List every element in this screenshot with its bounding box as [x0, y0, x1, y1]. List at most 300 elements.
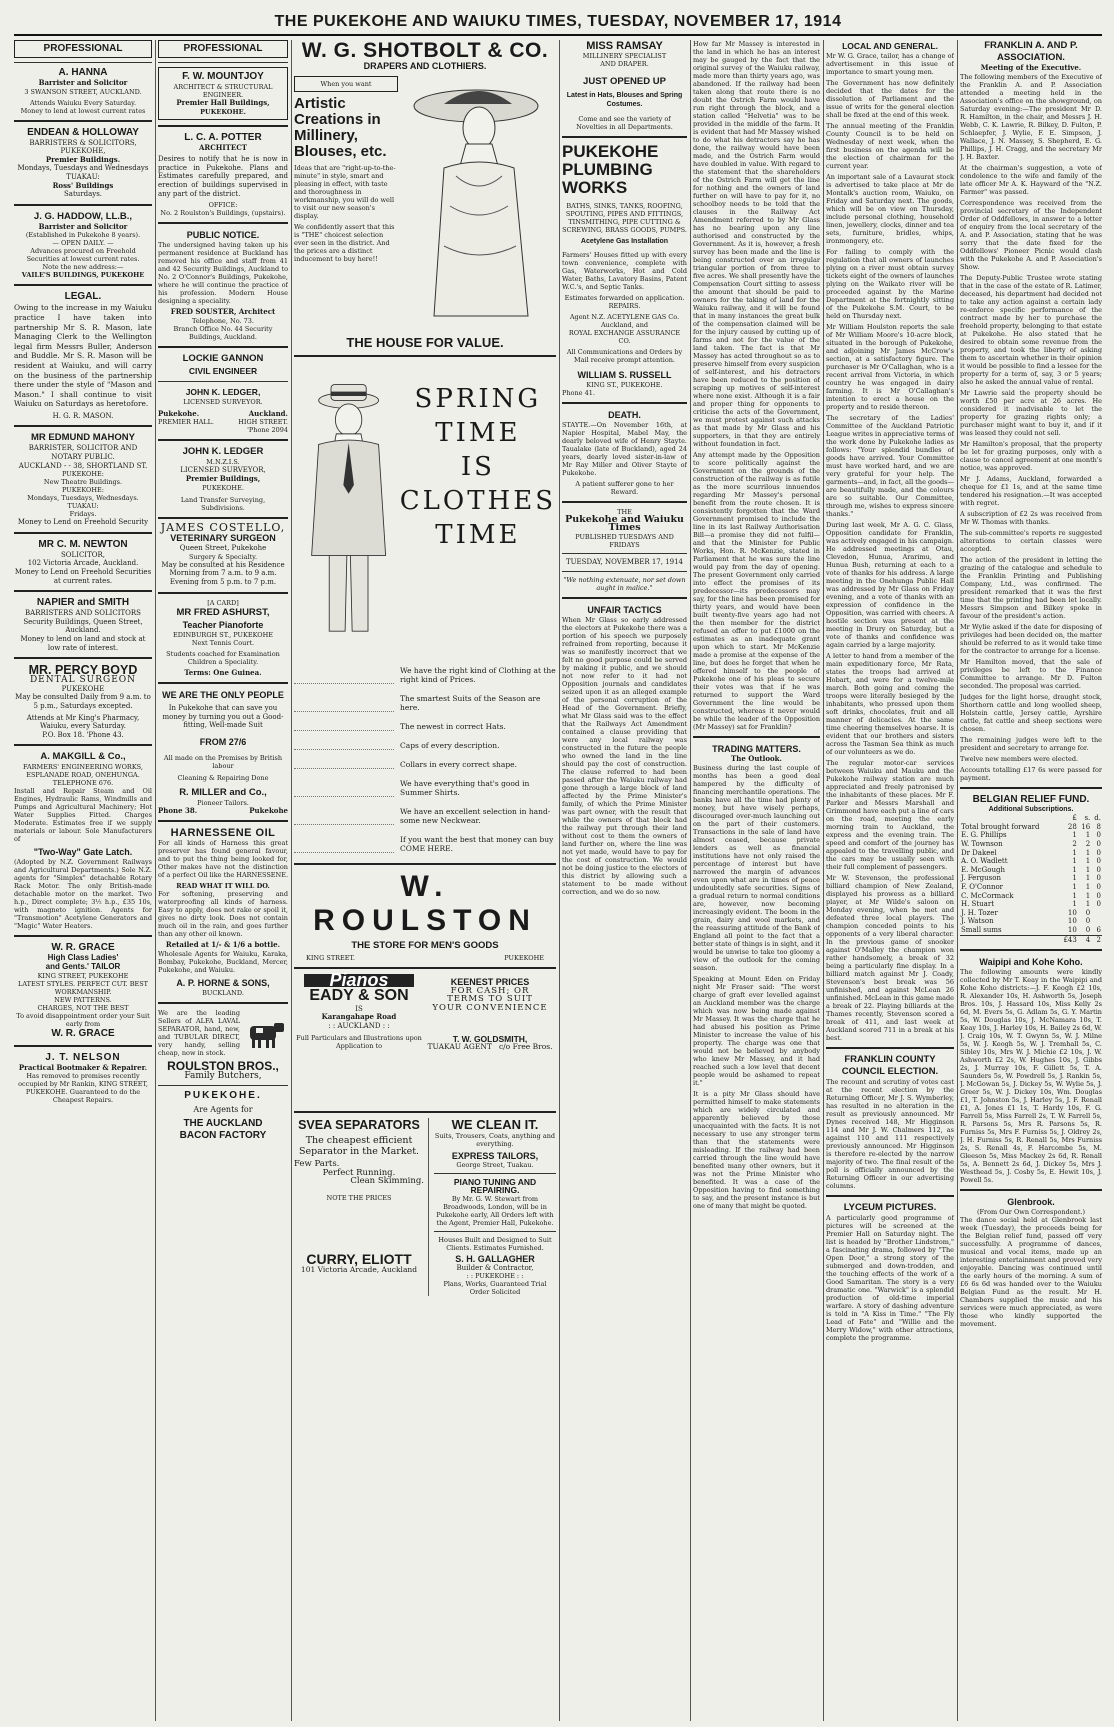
- belgian-cell: 1: [1072, 848, 1077, 857]
- shotbolt-ideas: Ideas that are "right-up-to-the-minute" in style, smart and pleasing in effect, with taste and thoroughness in workmanship, you will do well to visit our new season's display.: [294, 163, 396, 220]
- mahony-theatre: New Theatre Buildings.: [43, 478, 123, 487]
- belgian-cell: 10: [1067, 908, 1077, 917]
- spring-line3: IS: [460, 451, 495, 482]
- belgian-cell: 1: [1072, 831, 1077, 840]
- roulston-bros-the: THE AUCKLAND: [183, 1118, 263, 1130]
- svea-arcade: 101 Victoria Arcade, Auckland: [300, 1264, 418, 1274]
- clothes-item: [294, 694, 556, 712]
- franklin-p8: A subscription of £2 2s was received from Mr W. Thomas with thanks.: [960, 509, 1102, 526]
- belgian-total-cell: 2: [1091, 935, 1102, 944]
- local-p11: Mr W. Stevenson, the professional billiard champion of New Zealand, displayed his prowess as a billiard player, at Mr Wilde's saloon on Monday evening, when he met and defeated three local players. The champion conceded points to his opponents of a very liberal character. In the previous game of snooker against O'Malley the champion won rather handsomely, a break of 32 being a particularly fine display. In a billiard match against Mr J. Coady, Stevenson's best break was 56 unfinished, and against McLean 26 unfinished. McLean in this game made a break of 22. Playing billiards at the Thames recently, Stevenson scored a break of 411, and last week at Auckland scored 711 in a break at his best.: [826, 874, 954, 1042]
- haddow-estab: (Established in Pukekohe 8 years).: [25, 231, 141, 240]
- franklin-p9: The sub-committee's reports re suggested alterations to certain classes were accepted.: [960, 528, 1102, 553]
- fcc-heading: FRANKLIN COUNTY COUNCIL ELECTION.: [841, 1054, 939, 1077]
- belgian-row: [960, 926, 1102, 935]
- belgian-cell: 1: [1072, 882, 1077, 891]
- pianos-agent: T. W. GOLDSMITH,: [452, 1033, 528, 1044]
- belgian-cell: 1: [1085, 900, 1091, 909]
- endean-ross: Ross' Buildings: [52, 180, 114, 190]
- lyceum-heading: LYCEUM PICTURES.: [843, 1202, 937, 1213]
- roulston-name: W. ROULSTON: [313, 869, 537, 937]
- fcc-body: The recount and scrutiny of votes cast at the recent election by the Returning Officer, Mr J. S. Wymberley, has resulted in no alteration in the result as previously announced. Mr Dynes received 148, Mr Higginson 114 and Mr J. W. Chalmers 112, as against 110 and 111 respectively previously announced. Mr Higginson is therefore re-elected by the narrow majority of two. The final result of the poll is officially announced by the Returning Officer in our advertising columns.: [826, 1078, 954, 1190]
- ledger-offices: [158, 410, 288, 419]
- endean-tuakau: TUAKAU:: [66, 172, 100, 181]
- pianos-terms: TERMS TO SUIT: [447, 994, 533, 1005]
- only-town: Pukekohe: [249, 805, 288, 815]
- belgian-cell: 10: [1067, 925, 1077, 934]
- clothes-item: [294, 835, 556, 853]
- roulston-store: THE STORE FOR MEN'S GOODS: [351, 939, 499, 951]
- roulston-bros-bacon: BACON FACTORY: [179, 1130, 267, 1142]
- legal-heading: LEGAL.: [64, 291, 102, 303]
- svea-running: Perfect Running.: [322, 1167, 396, 1178]
- spring-line1: SPRING: [414, 383, 542, 414]
- pianos-cat: Full Particulars and Illustrations upon Application to: [296, 1033, 422, 1050]
- svea-skim: Clean Skimming.: [350, 1176, 424, 1187]
- mahony-money: Money to Lend on Freehold Security: [17, 518, 149, 527]
- boyd-town: PUKEKOHE: [61, 684, 105, 693]
- only-price: FROM 27/6: [199, 736, 247, 747]
- pianos-keenest: KEENEST PRICES: [450, 977, 530, 988]
- shotbolt-artistic: Artistic Creations in Millinery, Blouses, etc.: [294, 94, 387, 160]
- local-p9: A letter to hand from a member of the main expeditionary force, Mr Rata, states the troops had arrived at Hobart, and were for a twelve-mile march. Both going and coming the troops were literally besieged by the inhabitants, who pressed upon them soft drinks, chocolates, fruit and all manner of delicacies. At the same time cheering themselves hoarse. It is evident that our brothers and sisters across the Tasman Sea think as much of our volunteers as we do.: [826, 652, 954, 756]
- boyd-po: P.O. Box 18. 'Phone 43.: [42, 730, 124, 739]
- haddow-title: Barrister and Solicitor: [38, 221, 128, 231]
- costello-title: VETERINARY SURGEON: [170, 533, 276, 544]
- costello-addr: Queen Street, Pukekohe: [179, 544, 267, 553]
- ledger-pk: Pukekohe.: [158, 408, 200, 418]
- belgian-cell: 1: [1085, 882, 1091, 891]
- ledger-bldg: Premier Buildings,: [185, 473, 261, 483]
- plumbing-royal: ROYAL EXCHANGE ASSURANCE CO.: [568, 328, 681, 345]
- clothes-item-text: We have an excellent selection in hand-some new Neckwear.: [400, 806, 551, 825]
- potter-addr: No. 2 Roulston's Buildings, (upstairs).: [160, 209, 286, 218]
- belgian-cell: J. H. Tozer: [961, 908, 998, 917]
- pianos-cash: FOR CASH; OR: [450, 985, 530, 996]
- belgian-cell: E. McGough: [961, 865, 1005, 874]
- paper-the: THE: [617, 507, 632, 516]
- pianos-city: : : AUCKLAND : :: [328, 1021, 390, 1030]
- boyd-attends: Attends at Mr King's Pharmacy, Waiuku, every Saturday.: [26, 713, 140, 731]
- grace-avoid: To avoid disappointment order your Suit early from: [16, 1011, 150, 1028]
- belgian-sub: Additional Subscriptions.: [988, 805, 1074, 813]
- franklin-heading: FRANKLIN A. AND P. ASSOCIATION.: [984, 40, 1078, 63]
- makgill-line2: ESPLANADE ROAD, ONEHUNGA.: [26, 771, 140, 780]
- mahony-auckland: AUCKLAND - - 38, SHORTLAND ST.: [18, 461, 148, 470]
- clothes-item: [294, 741, 556, 750]
- boyd-name: MR. PERCY BOYD: [28, 663, 138, 678]
- belgian-row: [960, 840, 1102, 849]
- ramsay-come: Come and see the variety of Novelties in all Departments.: [576, 115, 673, 132]
- plumbing-agent: Agent N.Z. ACETYLENE GAS Co. Auckland, and: [569, 312, 680, 329]
- gannon-name: LOCKIE GANNON: [182, 352, 264, 364]
- haddow-open: — OPEN DAILY. —: [52, 239, 114, 248]
- belgian-row: [960, 909, 1102, 918]
- local-p1: Mr W. G. Grace, tailor, has a change of advertisement in this issue of importance to smart young men.: [826, 52, 954, 76]
- pianos-conv: YOUR CONVENIENCE: [432, 1002, 548, 1013]
- unfair-heading: UNFAIR TACTICS: [587, 604, 662, 615]
- column-editorial: [693, 40, 820, 1721]
- newton-money: Money to Lend on Freehold Securities at current rates.: [14, 568, 152, 585]
- clothes-item-text: The newest in correct Hats.: [400, 721, 506, 731]
- belgian-row: [960, 883, 1102, 892]
- notice-heading: PUBLIC NOTICE.: [186, 230, 260, 241]
- only-phone-row: [158, 807, 288, 816]
- page-masthead: THE PUKEKOHE AND WAIUKU TIMES, TUESDAY, NOVEMBER 17, 1914: [14, 10, 1102, 36]
- franklin-p2: At the chairman's suggestion, a vote of condolence to the wife and family of the late officer Mr A. K. Hayward of the "N.Z. Farmer" was passed.: [960, 163, 1102, 196]
- pianos-heading: Pianos: [304, 974, 414, 987]
- belgian-cell: [1091, 917, 1102, 926]
- belgian-cell: 1: [1072, 891, 1077, 900]
- ledger-quals: M.N.Z.I.S.: [206, 458, 240, 467]
- belgian-cell: 1: [1072, 857, 1077, 866]
- plumbing-comms: All Communications and Orders by Mail receive prompt attention.: [566, 347, 683, 364]
- belgian-cell: Small sums: [961, 925, 1002, 934]
- mahony-days: Mondays, Tuesdays, Wednesdays.: [27, 494, 139, 503]
- ashurst-addr: EDINBURGH ST., PUKEKOHE: [172, 630, 274, 639]
- ledger-name: JOHN K. LEDGER: [182, 446, 264, 458]
- belgian-cell: 0: [1096, 882, 1101, 891]
- franklin-p7: Mr J. Adams, Auckland, forwarded a cheque for £1 1s, and at the same time tendered his resignation.—It was accepted with regret.: [960, 474, 1102, 507]
- franklin-body: The following members of the Executive of the Franklin A. and P. Association attended a meeting held in the Association's office on the showground, on Saturday evening:—The president Mr D. R. Hamilton, in the chair, and Messrs J. H. Webb, C. K. Lawrie, R. Bilkey, D. Fulton, P. Schlaepfer, J. Wylie, F. E. Simpson, J. Wallace, J. N. Massey, S. Shepherd, E. G. Phillips, J. H. Cragg, and the secretary Mr J. H. Baxter.: [960, 72, 1102, 161]
- pianos-co: c/o Free Bros.: [498, 1042, 553, 1052]
- ramsay-latest: Latest in Hats, Blouses and Spring Costumes.: [566, 92, 683, 108]
- ledger-title: LICENSED SURVEYOR,: [180, 466, 266, 475]
- waipipi-body: The following amounts were kindly collected by Mr T. Keay in the Waipipi and Kohe Koho districts:—J. F. Keogh £2 10s, R. Alexander 10s, H. Ashworth 5s, Joseph Bros. 10s, J. Hassard 10s, Miss Kelly 2s 6d, M. Evers 5s, G. Adlam 5s, G. Y. Martin 5s, W. Douglas 10s, J. McNamara 10s, T. Keay 10s, J. Harley 10s, H. Bailey 2s 6d, W. J. Craig 10s, W. T. Gwynn 5s, W. J. Milne 5s, W. J. Keogh 5s, W. J. Tremhall 5s, C. Sibley 10s, Mrs W. J. Michie £2 10s, J. W. Ashworth £2 2s, W. Hughes 10s, J. Gibbs 2s, J. Murray 10s, F. Gillett 5s, T. A. Saunders 5s, W. Powdrell 5s, J. Rankin 5s, J. McGowan 5s, J. Dickey 5s, W. Wylie 5s, J. Greer 5s, W. J. Dickey 10s, Wm. Douglas £1, T. Johnston 5s, J. Harley 5s, J. F. Renall £1, A. Jones £1 1s, T. Hardy 10s, F. G. Farrell 5s, Miss Farrell 2s, T. W. Farrell 5s, R. Parsons 5s, Mrs R. Parsons 5s, R. Furniss 5s, Mrs F. Furniss 5s, J. Oldrey 2s, J. H. Furniss 5s, R. Renall 5s, Mrs Furniss 2s, S. Renall 4s, F. Harcombe 5s, M. Gleeson 5s, Miss Mackey 2s 6d, R. Renall 5s, A. Bennett 2s 6d, J. Dickey 5s, Mrs J. Westhead 5s, J. Cosby 5s, E. Hewit 10s, J. Powell 5s.: [960, 968, 1102, 1185]
- roulston-bros-town: PUKEKOHE.: [184, 1089, 262, 1101]
- mahony-tuakau: TUAKAU:: [67, 502, 99, 511]
- makgill-body: Install and Repair Steam and Oil Engines, Hydraulic Rams, Windmills and Pumps and Agricultural Machinery; Hot Water Supplies Fitted. Charges Moderate. Estimates free if we supply materials or labour. Sole Manufacturers of: [14, 787, 152, 844]
- harness-body: For all kinds of Harness this great preserver has found general favour, and to put the thing being looked for, Other makes have not the distinction of a perfect Oil like the HARNESSENE.: [158, 839, 288, 880]
- clothes-item-text: Caps of every description.: [400, 740, 500, 750]
- franklin-p12: Mr Hamilton moved, that the sale of privileges be left to the Finance Committee to arrange. Mr D. Fulton seconded. The proposal was carried.: [960, 657, 1102, 690]
- costello-name: JAMES COSTELLO,: [160, 520, 286, 534]
- potter-body: Desires to notify that he is now in practice in Pukekohe. Plans and Estimates carefully prepared, and erection of buildings supervised in any part of the district.: [158, 155, 288, 198]
- clean-piano: PIANO TUNING AND REPAIRING.: [453, 1176, 537, 1196]
- ledger-auck: Auckland.: [248, 408, 288, 418]
- belgian-cell: A. O. Wadlett: [961, 857, 1008, 866]
- svea-heading: SVEA SEPARATORS: [298, 1118, 420, 1133]
- harness-price: Retailed at 1/- & 1/6 a bottle.: [165, 940, 281, 950]
- franklin-p4: The Deputy-Public Trustee wrote stating that in the case of the estate of R. Latimer, deceased, his department had decided not to take any action against a certain lady re-enforce specific performance of the contract made by her to purchase the freehold property, belonging to that estate at Pukekohe. He also stated that he desired to obtain some revenue from the property, and took the liberty of asking them to ascertain whether in their opinion it would be possible to find a lessee for the property for a term of, say, 3 or 5 years; also he asked the annual value of rental.: [960, 273, 1102, 386]
- column-association: [960, 40, 1102, 1721]
- hanna-line2: Money to lend at lowest current rates: [20, 106, 146, 115]
- grace-signature: W. R. GRACE: [51, 1027, 115, 1039]
- cow-icon: [244, 1018, 288, 1052]
- mountjoy-town: PUKEKOHE.: [200, 107, 246, 116]
- plumbing-repairs: REPAIRS.: [608, 301, 641, 310]
- column-local-general: [826, 40, 954, 1721]
- belgian-cell: 0: [1085, 917, 1091, 926]
- pianos-maker: EADY & SON: [309, 986, 409, 1004]
- plumbing-acetylene: Acetylene Gas Installation: [580, 238, 669, 246]
- mahony-title: BARRISTER, SOLICITOR AND NOTARY PUBLIC.: [28, 444, 138, 462]
- only-heading: WE ARE THE ONLY PEOPLE: [162, 690, 284, 701]
- clothes-item-text: The smartest Suits of the Season are here.: [400, 693, 541, 712]
- belgian-cell: H. Stuart: [961, 900, 995, 909]
- belgian-cell: 6: [1096, 925, 1101, 934]
- belgian-cell: F. O'Connor: [961, 882, 1004, 891]
- shotbolt-confident: We confidently assert that this is "THE" choicest selection ever seen in the district. And the prices are a distinct inducement to buy here!!: [294, 222, 395, 263]
- section-heading: PROFESSIONAL: [14, 40, 152, 58]
- belgian-cell: 1: [1072, 874, 1077, 883]
- makgill-agents: (Adopted by N.Z. Government Railways and Agricultural Departments.) Sole N.Z. agents for "Simplex" detachable Rotary Rack Motor. The only British-made detachable motor on the market. Two h.p., Direct complete; 3½ h.p., £35 10s, with magneto ignition. Agents for "Transmotion" Acetylene Generators and "Magic" Water Heaters.: [14, 858, 152, 931]
- belgian-cell: 0: [1085, 925, 1091, 934]
- spring-line4: CLOTHES: [399, 485, 556, 516]
- svea-prices: NOTE THE PRICES: [326, 1193, 392, 1202]
- hanna-address: 3 SWANSON STREET, AUCKLAND.: [24, 87, 142, 96]
- endean-town: PUKEKOHE,: [60, 147, 106, 156]
- belgian-cell: J. Watson: [961, 917, 994, 926]
- ledger-transfer: Land Transfer Surveying, Subdivisions.: [180, 495, 266, 512]
- clean-body: Suits, Trousers, Coats, anything and everything.: [434, 1132, 556, 1149]
- belgian-cell: 1: [1085, 831, 1091, 840]
- editorial-body: How far Mr Massey is interested in the land in which he has an interest may be gauged by the fact that the original survey of the Waiuku railway, made more than thirty years ago, was abandoned. If the railway had been taken along that route there is no doubt the Ostrich Farm would have run right through the block, and a station called "Helvetia" was to be provided in the middle of the farm. It is evident that had Mr Massey wished to do what his detractors say he has done, the railway would have been made, and the Ostrich Farm would have doubled in value. With regard to the statement that the shareholders of the Ostrich Farm will get the line for nothing and the owners of land further on will have to pay for it, no schoolboy needs to be told that the clauses in the Railway Act Amendment referred to by Mr Glass has no bearing upon any line authorised and constructed by the Government. As it is, however, a fresh survey has been made and the line is being constructed over an irregular triangular portion of from three to five acres. We shall presently have the Compensation Court sitting to assess the amount that should be paid to owners for the taking of land for the Waiuku railway, and it will be found that in many instances the great bulk of the compensation claimed will be for the injury caused by cutting up of farms and not for the value of the land taken. The fact is that Mr Massey has acted throughout so as to preserve himself from every suspicion of self-interest, and his detractors have been reduced to the position of scraping up motives of self-interest where none exist. Although it is a fair and proper thing for opponents to criticise the acts of the Government, we must protest against such attacks as that made by Mr Glass and his supporters, in that they are entirely without foundation in fact.: [693, 40, 820, 448]
- only-firm: R. MILLER and Co.,: [179, 786, 267, 798]
- clean-heading: WE CLEAN IT.: [451, 1117, 539, 1133]
- pianos-is: IS: [355, 1004, 363, 1013]
- belgian-cell: 1: [1085, 891, 1091, 900]
- belgian-cell: 1: [1085, 857, 1091, 866]
- franklin-p14: The remaining judges were left to the president and secretary to arrange for.: [960, 735, 1102, 752]
- belgian-cell: W. Townson: [961, 839, 1003, 848]
- paper-date: TUESDAY, NOVEMBER 17, 1914: [565, 557, 684, 566]
- section-heading-2: PROFESSIONAL: [158, 40, 288, 58]
- mahony-pk2: PUKEKOHE:: [62, 486, 104, 495]
- franklin-p16: Accounts totalling £17 6s were passed for payment.: [960, 765, 1102, 782]
- ledger-high: HIGH STREET. 'Phone 2094: [238, 418, 288, 435]
- napier-addr: Security Buildings, Queen Street, Auckland.: [23, 617, 143, 635]
- only-body: In Pukekohe that can save you money by turning you out a Good-fitting, Well-made Suit: [162, 704, 284, 730]
- paper-motto: "We nothing extenuate, nor set down aught in malice.": [563, 575, 686, 592]
- harness-body2: For softening, preserving and waterproofing all kinds of harness. Easy to apply, does not rake or spoil it, gives no dirty look. Does not contain much oil in the rain, and goes further than any other oil known.: [158, 890, 288, 939]
- napier-money: Money to lend on land and stock at low rate of interest.: [20, 635, 146, 652]
- clean-houses: Houses Built and Designed to Suit Clients. Estimates Furnished.: [438, 1235, 552, 1252]
- franklin-p3: Correspondence was received from the provincial secretary of the Independent Order of Oddfellows, in answer to a letter of enquiry from the local secretary of the A. and P. Association, stating that he was sorry that the date fixed for the Oddfellows' Pioneer Picnic would clash with the Pukekohe A. and P. Association's Show.: [960, 198, 1102, 271]
- clean-street: George Street, Tuakau.: [456, 1160, 534, 1169]
- newton-title: SOLICITOR,: [61, 550, 105, 559]
- local-p6: Mr William Houlston reports the sale of Mr William Moore's 10-acre block, situated in the borough of Pukekohe, and adjoining Mr James McCrow's section, at a satisfactory figure. The purchaser is Mr O'Callaghan, who is a recent arrival from Victoria, in which country he was engaged in dairy farming. It is Mr O'Callaghan's intention to erect a house on the property and to reside thereon.: [826, 323, 954, 411]
- shotbolt-name: W. G. SHOTBOLT & CO.: [301, 40, 549, 62]
- grace-patterns: NEW PATTERNS.: [54, 995, 112, 1004]
- newton-addr: 102 Victoria Arcade, Auckland.: [27, 559, 139, 568]
- unfair-body: When Mr Glass so early addressed the electors at Pukekohe there was a portion of his speech we purposely refrained from reporting, because it was so manifestly incorrect that we felt no good purpose could be served by making it public, and we should not now refer to it had not Opposition journals and candidates seized upon it as an alleged example of the personal corruption of the Head of the Government. Briefly, what Mr Glass said was to the effect that the Railways Act Amendment contained a clause providing that were any local railway was constructed in the future the people who owned the land in the line should pay the cost of construction. The clause referred to had been passed after the Waiuku railway had gone through a large block of land affected by the Prime Minister's family, of which the Prime Minister was part owner, with the result that while the owners of that block had the railway put through their land without cost to them the owners of land further on, where the line was not yet made, would have to pay for the cost of construction. We would not be doing justice to the electors of this district by allowing such a statement to be made without correction, and we do so now.: [562, 615, 687, 896]
- ashurst-card: [A CARD]: [207, 598, 239, 607]
- belgian-heading: BELGIAN RELIEF FUND.: [972, 793, 1090, 805]
- grace-name: W. R. GRACE: [51, 942, 115, 954]
- franklin-p13: Judges for the light horse, draught stock, Shorthorn cattle and long woolled sheep, Holstein cattle, Jersey cattle, Ayrshire cattle, fat cattle and sheep sections were chosen.: [960, 692, 1102, 733]
- notice-branch: Branch Office No. 44 Security Buildings, Auckland.: [173, 324, 273, 341]
- local-p3: The annual meeting of the Franklin County Council is to be held on Wednesday of next week, when the first business on the agenda will be the election of chairman for the current year.: [826, 122, 954, 170]
- clothes-item: [294, 722, 556, 731]
- harness-town: BUCKLAND.: [202, 989, 244, 998]
- pianos-addr: Karangahape Road: [321, 1012, 397, 1022]
- belgian-cell: 16: [1081, 822, 1091, 831]
- grace-charges: CHARGES, NOT THE BEST: [37, 1003, 129, 1012]
- grace-line2: and Gents.' TAILOR: [45, 961, 121, 971]
- endean-sat: Saturdays.: [63, 190, 103, 199]
- nelson-title: Practical Bootmaker & Repairer.: [18, 1062, 148, 1072]
- clothes-item-text: We have everything that's good in Summer Shirts.: [400, 778, 530, 797]
- belgian-cell: 2: [1072, 839, 1077, 848]
- waipipi-heading: Waipipi and Kohe Koho.: [979, 957, 1083, 968]
- napier-title: BARRISTERS AND SOLICITORS: [25, 609, 141, 618]
- ashurst-title: Teacher Pianoforte: [182, 619, 264, 630]
- trading-body: Business during the last couple of months has been a good deal hampered by the difficulty of financing merchantile operations. The banks have all the time had plenty of money, but have wisely perhaps, discouraged over-much launching out on the part of their customers. Transactions in the sale of land have almost ceased, because private lenders as well as financial institutions have not only raised the percentage of interest but have narrowed the margin of advances even upon what are in times of peace undoubtedly safe securities. Signs of a gradual return to normal conditions are, however, now becoming increasingly evident. The boom in the grain, dairy and wool markets, and the reassuring attitude of the Bank of England all point to the fact that a better state of things is in sight, and it would be unwise to take too gloomy a view of the outlook for the coming season.: [693, 763, 820, 972]
- franklin-p6: Mr Hamilton's proposal, that the property be let for grazing purposes, only with a clause to cancel agreement at one month's notice, was approved.: [960, 439, 1102, 472]
- clothes-item: [294, 760, 556, 769]
- boyd-consult: May be consulted Daily from 9 a.m. to 5 p.m., Saturdays excepted.: [15, 693, 151, 710]
- death-thanks: A patient sufferer gone to her Reward.: [575, 479, 674, 496]
- belgian-row: [960, 874, 1102, 883]
- endean-name: ENDEAN & HOLLOWAY: [27, 126, 139, 138]
- notice-name: FRED SOUSTER, Architect: [170, 307, 276, 317]
- clothes-item-text: We have the right kind of Clothing at the right kind of Prices.: [400, 665, 556, 684]
- lyceum-body: A particularly good programme of pictures will be screened at the Premier Hall on Saturday night. The list is headed by "Brother Lindstrom," a fascinating drama, followed by "The Open Door," a strong story of the submerged and down-trodden, and the touching effects of the work of a Good Samaritan. The story is a very dramatic one. "Warwick" is a splendid production of old-time imperial warfare. A story of dashing adventure is told in "A Kiss in Time." "The Fly Lead of Fate" and "Willie and the Merry Widow," with other attractions, complete the programme.: [826, 1214, 954, 1342]
- column-display-ads: [294, 40, 556, 1721]
- plumbing-items: BATHS, SINKS, TANKS, ROOFING, SPOUTING, PIPES AND FITTINGS, TINSMITHING, PIPE CUTTING & SCREWING, BRASS GOODS, PUMPS.: [562, 202, 687, 235]
- harness-read: READ WHAT IT WILL DO.: [176, 882, 270, 891]
- costello-consult: May be consulted at his Residence Morning from 7 a.m. to 9 a.m. Evening from 5 p.m. to 7 p.m.: [161, 560, 285, 586]
- belgian-cell: 1: [1085, 874, 1091, 883]
- clean-orders: Plans, Works, Guaranteed Trial Order Solicited: [443, 1280, 547, 1297]
- belgian-total-cell: [960, 935, 1059, 944]
- belgian-cell: 0: [1096, 900, 1101, 909]
- belgian-row: [960, 866, 1102, 875]
- clean-town: : : PUKEKOHE : :: [466, 1272, 524, 1281]
- belgian-cell: 0: [1096, 839, 1101, 848]
- lady-in-hat-illustration: [404, 76, 554, 326]
- belgian-cell: 1: [1072, 865, 1077, 874]
- franklin-p5: Mr Lawrie said the property should be worth £50 per acre at 26 acres. He considered it inadvisable to let the property for grazing rights only; a purchaser might want to buy it, and if it was leased they could not sell.: [960, 388, 1102, 437]
- glenbrook-body: The dance social held at Glenbrook last week (Tuesday), the proceeds being for the Belgian relief fund, passed off very successfully. A programme of dances, musical and vocal items, made up an interesting entertainment and proved very enjoyable. Dancing was continued until the early hours of the morning. A sum of £6 6s 6d was handed over to the Waiuku Belgian Fund as the result. Mr H. Chambers supplied the music and his services were much appreciated, as were those who kindly supported the movement.: [960, 1216, 1102, 1329]
- mountjoy-name: F. W. MOUNTJOY: [182, 71, 264, 82]
- ledger-town: PUKEKOHE.: [202, 483, 244, 492]
- belgian-row: [960, 900, 1102, 909]
- endean-title: BARRISTERS & SOLICITORS,: [29, 138, 137, 147]
- plumbing-name: WILLIAM S. RUSSELL: [577, 369, 672, 380]
- trading-sub: The Outlook.: [731, 754, 782, 763]
- svea-parts: Few Parts.: [294, 1159, 340, 1170]
- column-professional-1: [14, 40, 152, 1721]
- belgian-row: [960, 917, 1102, 926]
- belgian-row: [960, 892, 1102, 901]
- belgian-cell: 28: [1067, 822, 1077, 831]
- mahony-pk: PUKEKOHE:: [62, 470, 104, 479]
- editorial-body2: Any attempt made by the Opposition to score politically against the Government on the grounds of the construction of the railway is as futile as the more scurrilous innuendos regarding Mr Massey's personal benefit from the route chosen. It is consistently forgotten that the Ward Government promised to include the line in its last Railway Authorisation Bill—a promise they did not fulfil—and that the Minister for Public Works, Hon. R. McKenzie, stated in Parliament that he was sure the line would pay from the day of opening. The present Government only carried into effect the promises of its predecessor—its predecessors may say, for the line has been promised for thirty years, and would have been built twenty-five years ago had not the then member for the district refused an offer to put £1000 on the estimates as an inadequate grant upon which to start. Mr McKenzie made a promise at the expense of the line, but does he forget that when he offered himself to the people of Pukekohe one of his pleas to secure their votes was that if he was returned to support the Ward Government the line would be constructed, whereas it never would be while the leader of the Opposition (Mr Massey) sat for Franklin?: [693, 451, 820, 731]
- only-tailors: Pioneer Tailors.: [197, 798, 249, 807]
- makgill-line3: TELEPHONE 676.: [52, 779, 114, 788]
- grace-addr: KING STREET, PUKEKOHE: [37, 971, 129, 980]
- belgian-cell: 1: [1085, 848, 1091, 857]
- belgian-row: [960, 849, 1102, 858]
- grace-latest: LATEST STYLES. PERFECT CUT. BEST WORKMANSHIP.: [18, 979, 148, 996]
- nelson-body: Has removed to premises recently occupied by Mr Rankin, KING STREET, PUKEKOHE. Guaranteed to do the Cheapest Repairs.: [18, 1072, 148, 1105]
- only-clean: Cleaning & Repairing Done: [177, 773, 269, 782]
- ramsay-opened: JUST OPENED UP: [583, 76, 666, 87]
- plumbing-heading: PUKEKOHE PLUMBING WORKS: [562, 142, 659, 198]
- clothes-item: [294, 779, 556, 797]
- ramsay-name: MISS RAMSAY: [586, 40, 663, 52]
- legal-signature: H. G. R. MASON.: [52, 411, 114, 420]
- endean-bldg: Premier Buildings.: [45, 154, 121, 164]
- belgian-total-cell: 4: [1078, 935, 1091, 944]
- spring-line5: TIME: [435, 519, 521, 550]
- column-professional-2: [158, 40, 288, 1721]
- ledger-offices-2: [158, 418, 288, 434]
- paper-pub: PUBLISHED TUESDAYS AND FRIDAYS: [575, 532, 674, 549]
- shotbolt-title: DRAPERS AND CLOTHIERS.: [363, 61, 487, 71]
- boyd-title: DENTAL SURGEON: [29, 675, 137, 686]
- nelson-name: J. T. NELSON: [45, 1051, 121, 1063]
- belgian-row: [960, 831, 1102, 840]
- death-heading: DEATH.: [608, 409, 641, 420]
- legal-body: Owing to the increase in my Waiuku practice I have taken into partnership Mr S. R. Mason, late Managing Clerk to the Wellington legal firm Messrs Buller, Anderson and Buddle. Mr S. R. Mason will be resident at Waiuku, and will carry on the business of the partnership there under the style of "Mason and Mason." I shall continue to visit Waiuku on Saturdays as heretofore.: [14, 303, 152, 409]
- harness-heading: HARNESSENE OIL: [170, 827, 276, 840]
- belgian-cell: 0: [1096, 874, 1101, 883]
- local-p4: An important sale of a Lavaurat stock is advertised to take place at Mr de Montalk's auction room, Waiuku, on Friday and Saturday next. The goods, which will be on view on Thursday, include personal clothing, household linen, jewellery, clocks, dinner and tea sets, furniture, bridles, whips, ironmongery, etc.: [826, 173, 954, 245]
- local-p5: For failing to comply with the regulation that all owners of launches plying on a river must obtain survey tickets eight of the owners of launches plying on the Waikato river will be proceeded against by the Marine Department at the fortnightly sitting of the Pukekohe S.M. Court, to be held on Thursday next.: [826, 248, 954, 320]
- only-made: All made on the Premises by British labour: [163, 753, 283, 770]
- mountjoy-bldg: Premier Hall Buildings,: [176, 98, 270, 107]
- franklin-sub: Meeting of the Executive.: [980, 63, 1082, 72]
- svea-cheap: The cheapest efficient Separator in the Market.: [298, 1135, 420, 1158]
- franklin-p15: Twelve new members were elected.: [960, 754, 1079, 763]
- pianos-tuakau: TUAKAU AGENT: [427, 1042, 492, 1052]
- mountjoy-title: ARCHITECT & STRUCTURAL ENGINEER.: [173, 83, 273, 99]
- roulston-street: KING STREET.: [306, 954, 355, 963]
- belgian-cell: [1091, 909, 1102, 918]
- roulston-bros-name: ROULSTON BROS.,: [167, 1059, 279, 1074]
- roulston-bros-agents: Are Agents for: [193, 1104, 253, 1114]
- belgian-cell: Total brought forward: [961, 822, 1040, 831]
- trading-body3: It is a pity Mr Glass should have permitted himself to make statements which are widely circulated and apparently believed by those unacquainted with the facts. It is not necessary to use any stronger term than that the statements were misleading. If the railway had been carried through the line would have benefited many other owners, but it was not the Prime Minister who benefited. It was a case of the Opposition having to find something to say, and the present instance is but one of many that might be quoted.: [693, 1089, 820, 1210]
- local-heading: LOCAL AND GENERAL.: [842, 41, 938, 51]
- mahony-fridays: Fridays.: [69, 510, 97, 519]
- potter-title: ARCHITECT: [198, 142, 248, 152]
- haddow-addr: VAILE'S BUILDINGS, PUKEKOHE: [21, 271, 145, 280]
- belgian-cell: C. McCormack: [961, 891, 1014, 900]
- belgian-table: [960, 814, 1102, 944]
- spring-line2: TIME: [435, 417, 521, 448]
- ledger-title-1: LICENSED SURVEYOR.: [183, 397, 263, 406]
- belgian-row: [960, 857, 1102, 866]
- harness-wholesale: Wholesale Agents for Waiuku, Karaka, Bombay, Pukekohe, Buckland, Mercer, Pukekohe, and Waiuku.: [158, 950, 288, 975]
- death-body: STAYTE.—On November 16th, at Napier Hospital, Mabel May, the dearly beloved wife of Henry Stayte. Taualake (late of Buckland), aged 24 years, dearly loved sister-in-law of Mr Ray Miller and Oliver Stayte of Pukekohe.: [562, 420, 687, 477]
- trading-heading: TRADING MATTERS.: [712, 744, 801, 754]
- ashurst-terms: Terms: One Guinea.: [184, 667, 262, 677]
- belgian-cell: 0: [1096, 848, 1101, 857]
- ramsay-title: MILLINERY SPECIALIST: [582, 52, 667, 60]
- gentleman-illustration: [294, 362, 400, 652]
- svea-curry: CURRY, ELIOTT: [306, 1250, 412, 1267]
- makgill-latch: "Two-Way" Gate Latch.: [33, 847, 133, 858]
- belgian-cell: 2: [1085, 839, 1091, 848]
- makgill-name: A. MAKGILL & Co.,: [40, 751, 126, 763]
- ledger-hall: PREMIER HALL.: [158, 418, 215, 427]
- haddow-name: J. G. HADDOW, LL.B.,: [33, 210, 133, 222]
- notice-tel: Telephone, No. 73.: [192, 316, 254, 325]
- plumbing-estimates: Estimates forwarded on application.: [564, 293, 685, 302]
- belgian-cell: 1: [1085, 865, 1091, 874]
- pianos-agent-row: [424, 1043, 556, 1052]
- column-ads-news: [562, 40, 687, 1721]
- belgian-cell: J. Ferguson: [961, 874, 1001, 883]
- costello-line: Surgery & Specialty.: [188, 552, 258, 561]
- plumbing-farmers: Farmers' Houses fitted up with every town convenience, complete with Gas, Waterworks, Hot and Cold Water, Baths, Lavatory Basins, Patent W.C.'s, and Septic Tanks.: [562, 250, 687, 291]
- clothes-item-text: If you want the best that money can buy COME HERE.: [400, 834, 554, 853]
- belgian-col-header: d.: [1094, 814, 1101, 823]
